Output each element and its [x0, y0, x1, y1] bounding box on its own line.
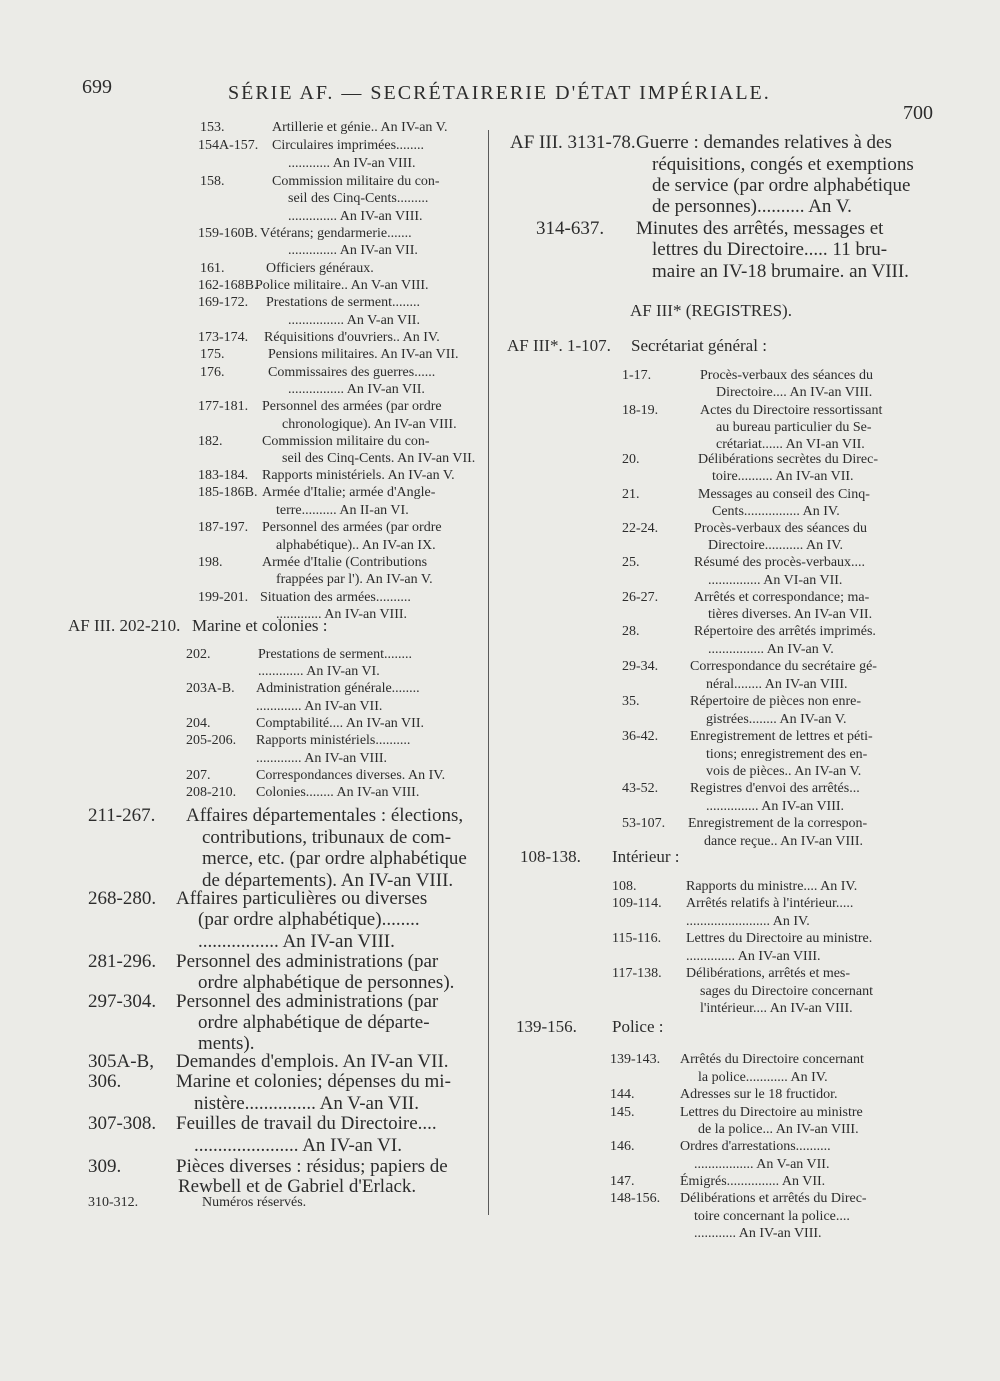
- entry-text: Marine et colonies :: [192, 616, 328, 635]
- entry-code: 18-19.: [622, 403, 659, 418]
- entry-text: Personnel des armées (par ordre: [262, 399, 442, 414]
- entry-code: 309.: [88, 1156, 122, 1177]
- entry-code: 21.: [622, 487, 640, 502]
- entry-text: Rapports du ministre.... An IV.: [686, 879, 858, 894]
- entry-code: 211-267.: [88, 805, 156, 826]
- entry-text: tières diverses. An IV-an VII.: [708, 607, 873, 622]
- entry-text: ............ An IV-an VIII.: [694, 1226, 822, 1241]
- entry-code: 29-34.: [622, 659, 659, 674]
- entry-text: Police militaire.. An V-an VIII.: [255, 278, 429, 293]
- entry-text: Feuilles de travail du Directoire....: [176, 1113, 437, 1134]
- entry-text: Pièces diverses : résidus; papiers de: [176, 1156, 448, 1177]
- entry-code: 139-156.: [516, 1017, 577, 1036]
- entry-code: 145.: [610, 1105, 635, 1120]
- entry-code: 139-143.: [610, 1052, 661, 1067]
- entry-code: AF III*. 1-107.: [507, 336, 611, 355]
- entry-text: réquisitions, congés et exemptions: [652, 154, 914, 175]
- entry-text: Affaires particulières ou diverses: [176, 888, 428, 909]
- entry-text: Numéros réservés.: [202, 1195, 307, 1210]
- entry-text: Personnel des armées (par ordre: [262, 520, 442, 535]
- entry-text: frappées par l'). An IV-an V.: [276, 572, 433, 587]
- entry-text: ordre alphabétique de personnes).: [198, 972, 455, 993]
- entry-code: 161.: [200, 261, 225, 276]
- entry-text: Arrêtés relatifs à l'intérieur.....: [686, 896, 854, 911]
- entry-code: 176.: [200, 365, 225, 380]
- entry-text: Police :: [612, 1017, 664, 1036]
- right-page-number: 700: [903, 102, 933, 124]
- entry-text: Actes du Directoire ressortissant: [700, 403, 883, 418]
- entry-code: 28.: [622, 624, 640, 639]
- entry-code: 108-138.: [520, 847, 581, 866]
- entry-text: de départements). An IV-an VIII.: [202, 870, 454, 891]
- entry-text: Réquisitions d'ouvriers.. An IV.: [264, 330, 440, 345]
- entry-text: toire.......... An IV-an VII.: [712, 469, 854, 484]
- entry-code: 182.: [198, 434, 223, 449]
- entry-text: Correspondances diverses. An IV.: [256, 768, 446, 783]
- entry-text: Enregistrement de la correspon-: [688, 816, 868, 831]
- entry-text: Demandes d'emplois. An IV-an VII.: [176, 1051, 449, 1072]
- entry-text: Colonies........ An IV-an VIII.: [256, 785, 420, 800]
- entry-text: de personnes).......... An V.: [652, 196, 852, 217]
- entry-code: 162-168B.: [198, 278, 258, 293]
- entry-code: 314-637.: [536, 218, 605, 239]
- entry-code: 307-308.: [88, 1113, 157, 1134]
- entry-text: merce, etc. (par ordre alphabétique: [202, 848, 467, 869]
- entry-text: .............. An IV-an VII.: [288, 243, 418, 258]
- entry-code: 203A-B.: [186, 681, 235, 696]
- entry-code: 204.: [186, 716, 211, 731]
- entry-code: 158.: [200, 174, 225, 189]
- entry-text: seil des Cinq-Cents.........: [288, 191, 429, 206]
- entry-code: 43-52.: [622, 781, 659, 796]
- entry-code: 205-206.: [186, 733, 237, 748]
- entry-code: 185-186B.: [198, 485, 258, 500]
- entry-text: tions; enregistrement des en-: [706, 747, 868, 762]
- entry-code: 22-24.: [622, 521, 659, 536]
- entry-text: Procès-verbaux des séances du: [694, 521, 867, 536]
- entry-code: 154A-157.: [198, 138, 259, 153]
- entry-text: Répertoire de pièces non enre-: [690, 694, 862, 709]
- entry-code: AF III. 3131-78.: [510, 132, 636, 153]
- entry-code: 310-312.: [88, 1195, 139, 1210]
- entry-code: 36-42.: [622, 729, 659, 744]
- entry-code: 208-210.: [186, 785, 237, 800]
- entry-code: 108.: [612, 879, 637, 894]
- entry-text: Délibérations et arrêtés du Direc-: [680, 1191, 867, 1206]
- entry-text: terre.......... An II-an VI.: [276, 503, 409, 518]
- entry-code: AF III. 202-210.: [68, 616, 181, 635]
- entry-text: Comptabilité.... An IV-an VII.: [256, 716, 424, 731]
- entry-code: 169-172.: [198, 295, 249, 310]
- entry-code: 297-304.: [88, 991, 157, 1012]
- entry-code: 25.: [622, 555, 640, 570]
- entry-text: nistère............... An V-an VII.: [194, 1093, 419, 1114]
- entry-code: 173-174.: [198, 330, 249, 345]
- entry-text: ........................ An IV.: [686, 914, 810, 929]
- entry-text: ................ An IV-an VII.: [288, 382, 425, 397]
- entry-code: 187-197.: [198, 520, 249, 535]
- entry-code: 35.: [622, 694, 640, 709]
- entry-text: Directoire........... An IV.: [708, 538, 844, 553]
- entry-text: Personnel des administrations (par: [176, 951, 439, 972]
- entry-code: 207.: [186, 768, 211, 783]
- entry-text: ............. An IV-an VIII.: [256, 751, 388, 766]
- entry-text: Vétérans; gendarmerie.......: [260, 226, 412, 241]
- entry-text: l'intérieur.... An IV-an VIII.: [700, 1001, 853, 1016]
- entry-text: Commission militaire du con-: [272, 174, 440, 189]
- entry-text: Rewbell et de Gabriel d'Erlack.: [178, 1176, 417, 1197]
- entry-text: Armée d'Italie; armée d'Angle-: [262, 485, 436, 500]
- entry-text: Prestations de serment........: [266, 295, 420, 310]
- entry-code: 199-201.: [198, 590, 249, 605]
- entry-text: seil des Cinq-Cents. An IV-an VII.: [282, 451, 476, 466]
- entry-code: 306.: [88, 1071, 122, 1092]
- entry-text: Répertoire des arrêtés imprimés.: [694, 624, 876, 639]
- entry-text: lettres du Directoire..... 11 bru-: [652, 239, 888, 260]
- entry-code: 147.: [610, 1174, 635, 1189]
- entry-text: ments).: [198, 1033, 255, 1054]
- entry-text: (par ordre alphabétique)........: [198, 909, 420, 930]
- entry-text: Minutes des arrêtés, messages et: [636, 218, 884, 239]
- entry-text: Prestations de serment........: [258, 647, 412, 662]
- entry-text: au bureau particulier du Se-: [716, 420, 872, 435]
- entry-text: Secrétariat général :: [631, 336, 767, 355]
- entry-code: 177-181.: [198, 399, 249, 414]
- entry-text: Personnel des administrations (par: [176, 991, 439, 1012]
- entry-text: .............. An IV-an VIII.: [686, 949, 821, 964]
- entry-text: Délibérations, arrêtés et mes-: [686, 966, 851, 981]
- entry-text: sages du Directoire concernant: [700, 984, 873, 999]
- entry-text: ............. An IV-an VI.: [258, 664, 380, 679]
- column-divider: [488, 130, 489, 1215]
- entry-text: Officiers généraux.: [266, 261, 374, 276]
- entry-text: Ordres d'arrestations..........: [680, 1139, 831, 1154]
- page-title: SÉRIE AF. — SECRÉTAIRERIE D'ÉTAT IMPÉRIALE.: [228, 82, 771, 104]
- entry-text: ordre alphabétique de départe-: [198, 1012, 430, 1033]
- entry-code: 148-156.: [610, 1191, 661, 1206]
- entry-code: 305A-B,: [88, 1051, 154, 1072]
- entry-text: ............ An IV-an VIII.: [288, 156, 416, 171]
- entry-text: Correspondance du secrétaire gé-: [690, 659, 877, 674]
- entry-text: ................. An IV-an VIII.: [198, 931, 395, 952]
- entry-code: 1-17.: [622, 368, 652, 383]
- entry-code: 202.: [186, 647, 211, 662]
- entry-text: Commissaires des guerres......: [268, 365, 436, 380]
- entry-text: Adresses sur le 18 fructidor.: [680, 1087, 838, 1102]
- entry-code: 146.: [610, 1139, 635, 1154]
- entry-text: Lettres du Directoire au ministre: [680, 1105, 863, 1120]
- entry-text: Lettres du Directoire au ministre.: [686, 931, 873, 946]
- entry-text: ............... An VI-an VII.: [708, 573, 843, 588]
- entry-text: Délibérations secrètes du Direc-: [698, 452, 878, 467]
- entry-code: 175.: [200, 347, 225, 362]
- entry-text: Cents................ An IV.: [712, 504, 840, 519]
- entry-text: Arrêtés du Directoire concernant: [680, 1052, 864, 1067]
- entry-code: 20.: [622, 452, 640, 467]
- entry-code: 153.: [200, 120, 225, 135]
- left-page-number: 699: [82, 76, 112, 98]
- entry-code: 198.: [198, 555, 223, 570]
- entry-text: Registres d'envoi des arrêtés...: [690, 781, 860, 796]
- entry-text: Situation des armées..........: [260, 590, 411, 605]
- entry-text: chronologique). An IV-an VIII.: [282, 417, 457, 432]
- entry-text: Affaires départementales : élections,: [186, 805, 464, 826]
- entry-code: 26-27.: [622, 590, 659, 605]
- entry-code: 53-107.: [622, 816, 666, 831]
- entry-code: 183-184.: [198, 468, 249, 483]
- entry-text: Enregistrement de lettres et péti-: [690, 729, 873, 744]
- entry-code: 268-280.: [88, 888, 157, 909]
- entry-text: Intérieur :: [612, 847, 680, 866]
- entry-text: vois de pièces.. An IV-an V.: [706, 764, 862, 779]
- entry-text: maire an IV-18 brumaire. an VIII.: [652, 261, 909, 282]
- entry-code: 117-138.: [612, 966, 662, 981]
- entry-text: la police............ An IV.: [698, 1070, 828, 1085]
- entry-text: Armée d'Italie (Contributions: [262, 555, 428, 570]
- entry-text: contributions, tribunaux de com-: [202, 827, 452, 848]
- entry-text: Marine et colonies; dépenses du mi-: [176, 1071, 451, 1092]
- entry-code: 281-296.: [88, 951, 157, 972]
- entry-code: 109-114.: [612, 896, 662, 911]
- entry-text: Résumé des procès-verbaux....: [694, 555, 866, 570]
- entry-text: Commission militaire du con-: [262, 434, 430, 449]
- entry-text: AF III* (REGISTRES).: [630, 301, 792, 320]
- entry-text: alphabétique).. An IV-an IX.: [276, 538, 436, 553]
- entry-text: ............. An IV-an VIII.: [276, 607, 408, 622]
- entry-text: ................ An IV-an V.: [708, 642, 834, 657]
- entry-code: 115-116.: [612, 931, 662, 946]
- entry-text: crétariat...... An VI-an VII.: [716, 437, 865, 452]
- entry-text: Procès-verbaux des séances du: [700, 368, 873, 383]
- entry-code: 144.: [610, 1087, 635, 1102]
- entry-text: Pensions militaires. An IV-an VII.: [268, 347, 459, 362]
- entry-text: Messages au conseil des Cinq-: [698, 487, 870, 502]
- entry-text: Circulaires imprimées........: [272, 138, 425, 153]
- entry-text: de service (par ordre alphabétique: [652, 175, 911, 196]
- entry-text: ............. An IV-an VII.: [256, 699, 383, 714]
- entry-text: Arrêtés et correspondance; ma-: [694, 590, 870, 605]
- entry-text: ............... An IV-an VIII.: [706, 799, 845, 814]
- entry-text: Rapports ministériels..........: [256, 733, 411, 748]
- entry-text: ................ An V-an VII.: [288, 313, 420, 328]
- entry-text: Administration générale........: [256, 681, 420, 696]
- entry-text: toire concernant la police....: [694, 1209, 850, 1224]
- entry-text: Guerre : demandes relatives à des: [636, 132, 892, 153]
- entry-text: gistrées........ An IV-an V.: [706, 712, 847, 727]
- entry-text: Émigrés............... An VII.: [680, 1174, 826, 1189]
- entry-text: Artillerie et génie.. An IV-an V.: [272, 120, 448, 135]
- entry-text: ...................... An IV-an VI.: [194, 1135, 402, 1156]
- entry-text: Directoire.... An IV-an VIII.: [716, 385, 873, 400]
- entry-text: de la police... An IV-an VIII.: [698, 1122, 859, 1137]
- entry-text: Rapports ministériels. An IV-an V.: [262, 468, 455, 483]
- entry-text: ................. An V-an VII.: [694, 1157, 830, 1172]
- entry-text: dance reçue.. An IV-an VIII.: [704, 834, 863, 849]
- entry-text: .............. An IV-an VIII.: [288, 209, 423, 224]
- entry-code: 159-160B.: [198, 226, 258, 241]
- entry-text: néral........ An IV-an VIII.: [706, 677, 848, 692]
